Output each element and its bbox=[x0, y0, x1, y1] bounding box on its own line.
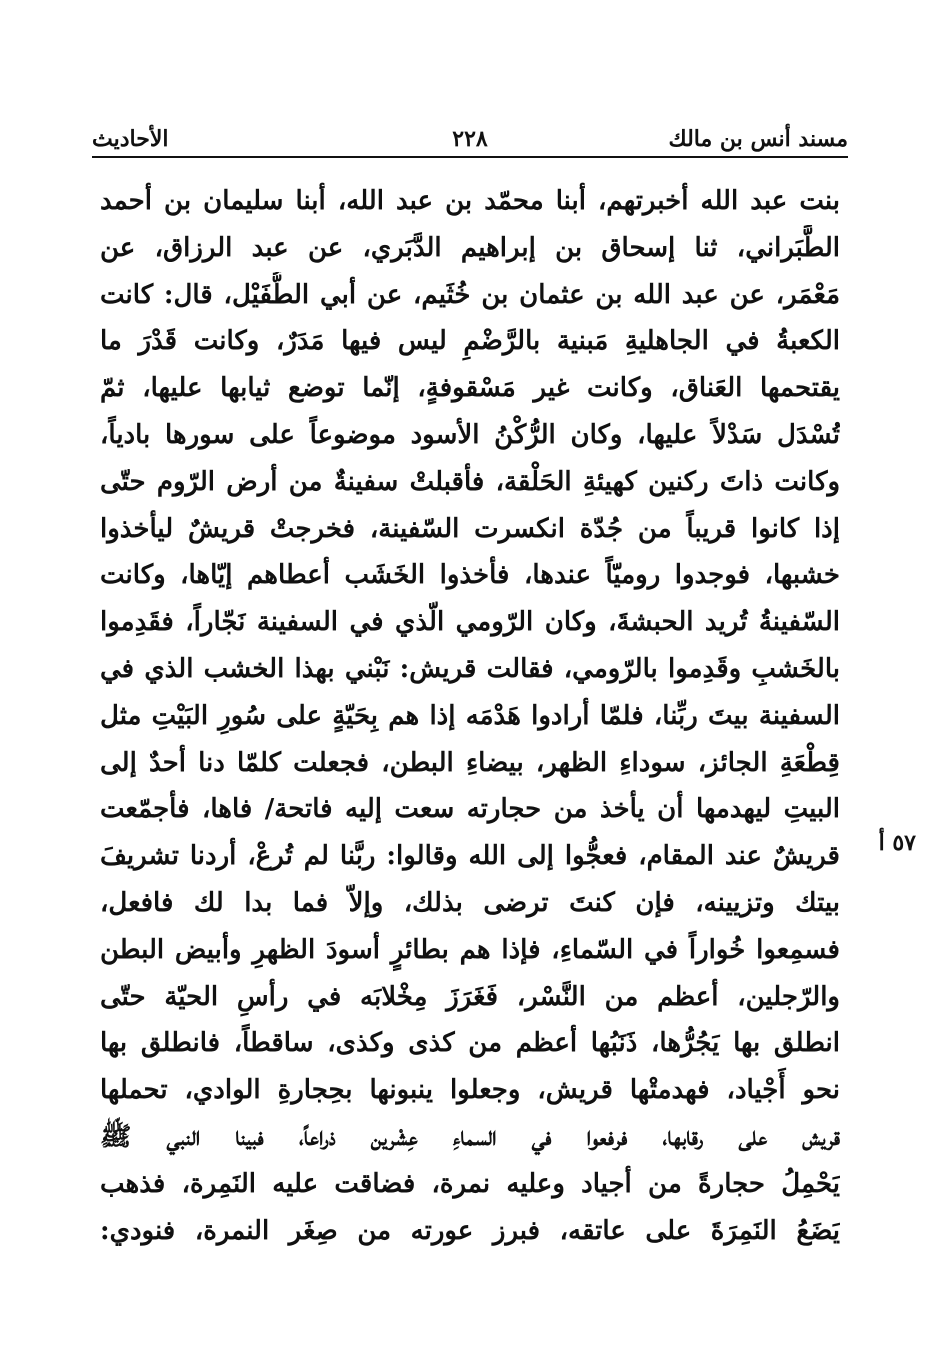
text-line: يَحْمِلُ حجارةً من أجياد وعليه نمرة، فضاقت عليه النَمِرة، فذهب bbox=[100, 1168, 840, 1199]
text-line: بنت عبد الله أخبرتهم، أبنا محمّد بن عبد الله، أبنا سليمان بن أحمد bbox=[100, 186, 840, 216]
text-line: السفينة بيتَ ربِّنا، فلمّا أرادوا هَدْمَه إذا هم بِحَيّةٍ على سُورِ البَيْتِ مثل bbox=[100, 700, 840, 731]
text-line: يقتحمها العَناق، وكانت غير مَسْقوفةٍ، إنّما توضع ثيابها عليها، ثمّ bbox=[100, 373, 840, 404]
text-line: مَعْمَر، عن عبد الله بن عثمان بن خُثَيم، عن أبي الطُّفَيْل، قال: كانت bbox=[100, 279, 840, 310]
text-line: تُسْدَل سَدْلاً عليها، وكان الرُّكْنُ الأسود موضوعاً على سورها بادياً، bbox=[100, 419, 840, 450]
text-line: قريشٌ عند المقام، فعجُّوا إلى الله وقالوا: ربَّنا لم تُرعْ، أردنا تشريفَ bbox=[100, 841, 840, 872]
text-line: خشبها، فوجدوا روميّاً عندها، فأخذوا الخَشَب أعطاهم إيّاها، وكانت bbox=[100, 560, 840, 591]
text-line: قريش على رقابها، فرفعوا في السماءِ عِشْرين ذراعاً، فبينا النبي ﷺ bbox=[100, 1121, 840, 1152]
text-line: الطَّبَراني، ثنا إسحاق بن إبراهيم الدَّبَري، عن عبد الرزاق، عن bbox=[100, 232, 840, 263]
manuscript-folio-note: ٥٧ أ bbox=[878, 830, 916, 856]
text-line: فسمِعوا خُواراً في السّماءِ، فإذا هم بطائرٍ أسودَ الظهرِ وأبيض البطن bbox=[100, 934, 840, 965]
text-line: يَضَعُ النَمِرَةَ على عاتقه، فبرز عورته من صِغَر النمرة، فنودي: bbox=[100, 1215, 840, 1246]
text-line: والرّجلين، أعظم من النَّسْر، فَغَرَزَ مِخْلابَه في رأسِ الحيّة حتّى bbox=[100, 981, 840, 1012]
header-book-title: مسند أنس بن مالك bbox=[668, 126, 848, 152]
text-line: البيتِ ليهدمها أن يأخذ من حجارته سعت إليه فاتحة/ فاها، فأجمّعت bbox=[100, 794, 840, 825]
page-number: ٢٢٨ bbox=[452, 126, 488, 152]
body-text bbox=[100, 178, 840, 1254]
text-line: بالخَشبِ وقَدِموا بالرّومي، فقالت قريش: نَبْني بهذا الخشب الذي في bbox=[100, 653, 840, 684]
text-line: بيتك وتزيينه، فإن كنتَ ترضى بذلك، وإلاّ فما بدا لك فافعل، bbox=[100, 887, 840, 918]
header-rule bbox=[92, 156, 848, 158]
text-line: السّفينةُ تُريد الحبشةَ، وكان الرّومي الّذي في السفينة نَجّاراً، فقَدِموا bbox=[100, 607, 840, 638]
running-header bbox=[92, 112, 848, 152]
text-line: انطلق بها يَجُرُّها، ذَنَبُها أعظم من كذى وكذى، ساقطاً، فانطلق بها bbox=[100, 1028, 840, 1059]
header-section-title: الأحاديث bbox=[92, 126, 169, 152]
text-line: وكانت ذاتَ ركنين كهيئةِ الحَلْقة، فأقبلتْ سفينةٌ من أرض الرّوم حتّى bbox=[100, 466, 840, 497]
text-line: الكعبةُ في الجاهليةِ مَبنية بالرَّضْمِ ليس فيها مَدَرٌ، وكانت قَدْرَ ما bbox=[100, 326, 840, 357]
text-line: إذا كانوا قريباً من جُدّة انكسرت السّفينة، فخرجتْ قريشٌ ليأخذوا bbox=[100, 513, 840, 544]
text-line: نحو أَجْياد، فهدمتْها قريش، وجعلوا ينبونها بحِجارةِ الوادي، تحملها bbox=[100, 1075, 840, 1106]
text-line: قِطْعَةِ الجائز، سوداءِ الظهر، بيضاءِ البطن، فجعلت كلمّا دنا أحدٌ إلى bbox=[100, 747, 840, 778]
